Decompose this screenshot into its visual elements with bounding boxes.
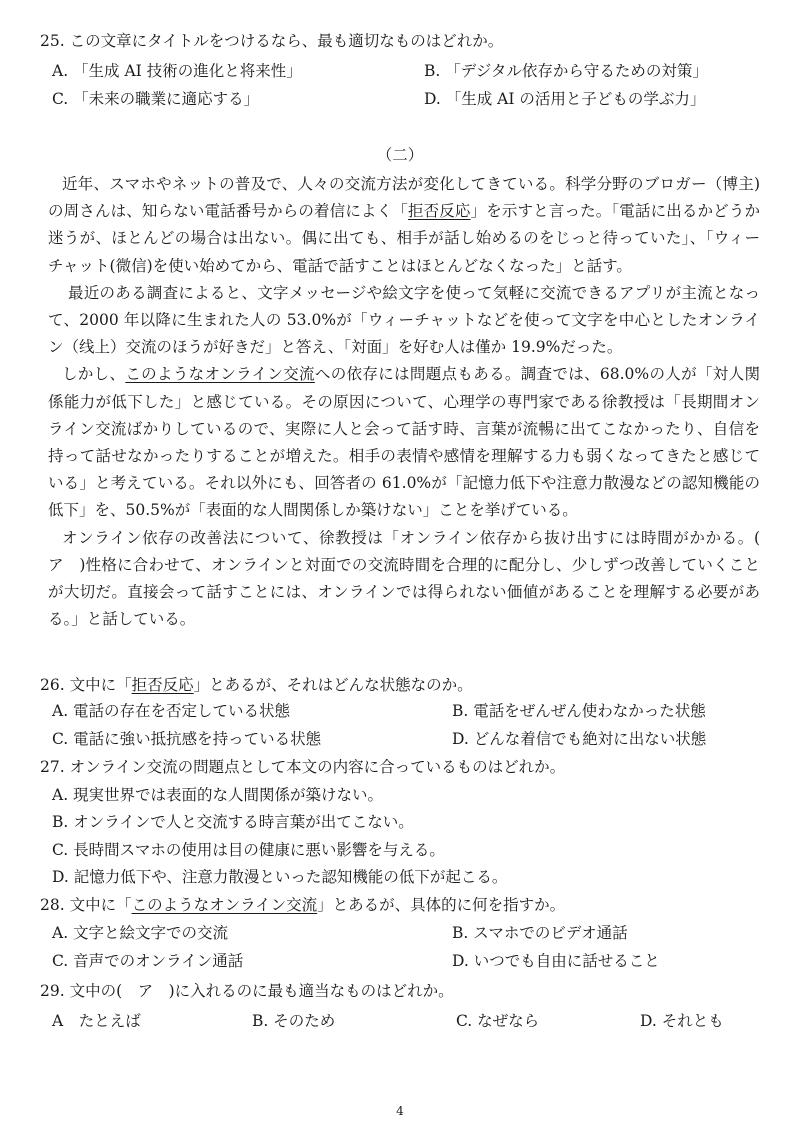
q25-option-d[interactable]: D. 「生成 AI の活用と子どもの学ぶ力」 xyxy=(424,90,706,108)
passage-paragraph-2 xyxy=(48,280,760,362)
passage-text: への依存には問題点もある。調査では、68.0%の人が「対人関係能力が低下した」と感じている。その原因について、心理学の専門家である徐教授は「長期間オンライン交流ばかりしているので、実際に人と会って話す時、言葉が流暢に出てこなかったり、自信を持って話せなかったりすることが増えた。相手の表情や感情を理解する力も弱くなってきたと感じている」と考えている。それ以外にも、回答者の 61.0%が「記憶力低下や注意力散漫などの認知機能の低下」を、50.5%が「表面的な人間関係しか築けない」ことを挙げている。 xyxy=(48,365,760,520)
question-text: 26. 文中に「 xyxy=(40,676,132,694)
passage-text: しかし、 xyxy=(62,365,126,384)
question-28 xyxy=(40,894,565,916)
q26-option-d[interactable]: D. どんな着信でも絶対に出ない状態 xyxy=(452,730,707,748)
passage-paragraph-1 xyxy=(48,171,760,280)
q29-option-c[interactable]: C. なぜなら xyxy=(456,1012,540,1030)
q28-option-b[interactable]: B. スマホでのビデオ通話 xyxy=(452,924,628,942)
q29-option-a[interactable]: A たとえば xyxy=(52,1012,141,1030)
passage-text: オンライン依存の改善法について、徐教授は「オンライン依存から抜け出すには時間がかかる。( ア )性格に合わせて、オンラインと対面での交流時間を合理的に配分し、少しずつ改善していくことが大切だ。直接会って話すことには、オンラインでは得られない価値があることを理解する必要がある。」と話している。 xyxy=(48,528,776,629)
passage-paragraph-3 xyxy=(48,361,760,524)
question-27: 27. オンライン交流の問題点として本文の内容に合っているものはどれか。 xyxy=(40,758,566,776)
passage-paragraph-4 xyxy=(48,525,776,634)
passage-text: 」を示すと言った。「電話に出るかどうか迷うが、ほとんどの場合は出ない。偶に出ても、相手が話し始めるのをじっと待っていた」、「ウィーチャット(微信)を使い始めてから、電話で話すことはほとんどなくなった」と話す。 xyxy=(48,202,760,275)
question-text: 28. 文中に「 xyxy=(40,896,132,914)
question-29: 29. 文中の( ア )に入れるのに最も適当なものはどれか。 xyxy=(40,982,454,1000)
q29-option-d[interactable]: D. それとも xyxy=(640,1012,724,1030)
question-26 xyxy=(40,674,473,696)
question-25: 25. この文章にタイトルをつけるなら、最も適切なものはどれか。 xyxy=(40,32,504,50)
q27-option-b[interactable]: B. オンラインで人と交流する時言葉が出てこない。 xyxy=(52,813,414,831)
q25-option-a[interactable]: A. 「生成 AI 技術の進化と将来性」 xyxy=(52,62,302,80)
q28-option-c[interactable]: C. 音声でのオンライン通話 xyxy=(52,952,244,970)
q27-option-a[interactable]: A. 現実世界では表面的な人間関係が築けない。 xyxy=(52,786,384,804)
q27-option-c[interactable]: C. 長時間スマホの使用は目の健康に悪い影響を与える。 xyxy=(52,841,445,859)
q26-option-a[interactable]: A. 電話の存在を否定している状態 xyxy=(52,702,291,720)
q28-option-d[interactable]: D. いつでも自由に話せること xyxy=(452,952,660,970)
q28-option-a[interactable]: A. 文字と絵文字での交流 xyxy=(52,924,229,942)
question-text: 」とあるが、それはどんな状態なのか。 xyxy=(193,676,473,694)
question-underlined: 拒否反応 xyxy=(131,676,194,694)
question-underlined: このようなオンライン交流 xyxy=(131,896,318,914)
page-number: 4 xyxy=(396,1104,404,1118)
q25-option-b[interactable]: B. 「デジタル依存から守るための対策」 xyxy=(424,62,708,80)
q29-option-b[interactable]: B. そのため xyxy=(252,1012,336,1030)
passage-text: 最近のある調査によると、文字メッセージや絵文字を使って気軽に交流できるアプリが主流となって、2000 年以降に生まれた人の 53.0%が「ウィーチャットなどを使って文字を中心としたオンライン（线上）交流のほうが好きだ」と答え、「対面」を好む人は僅か 19.9%だった。 xyxy=(48,283,760,357)
reading-passage xyxy=(48,171,776,633)
q25-option-c[interactable]: C. 「未来の職業に適応する」 xyxy=(52,90,260,108)
q26-option-c[interactable]: C. 電話に強い抵抗感を持っている状態 xyxy=(52,730,322,748)
passage-text: 近年、スマホやネットの普及で、人々の交流方法が変化してきている。科学分野のブロガー（博主)の周さんは、知らない電話番号からの着信によく「 xyxy=(48,175,760,221)
underlined-phrase-online: このようなオンライン交流 xyxy=(125,365,315,384)
q26-option-b[interactable]: B. 電話をぜんぜん使わなかった状態 xyxy=(452,702,706,720)
question-text: 」とあるが、具体的に何を指すか。 xyxy=(317,896,566,914)
underlined-phrase-kyohi: 拒否反応 xyxy=(407,202,471,221)
q27-option-d[interactable]: D. 記憶力低下や、注意力散漫といった認知機能の低下が起こる。 xyxy=(52,868,508,886)
section-heading: （二） xyxy=(376,146,424,164)
